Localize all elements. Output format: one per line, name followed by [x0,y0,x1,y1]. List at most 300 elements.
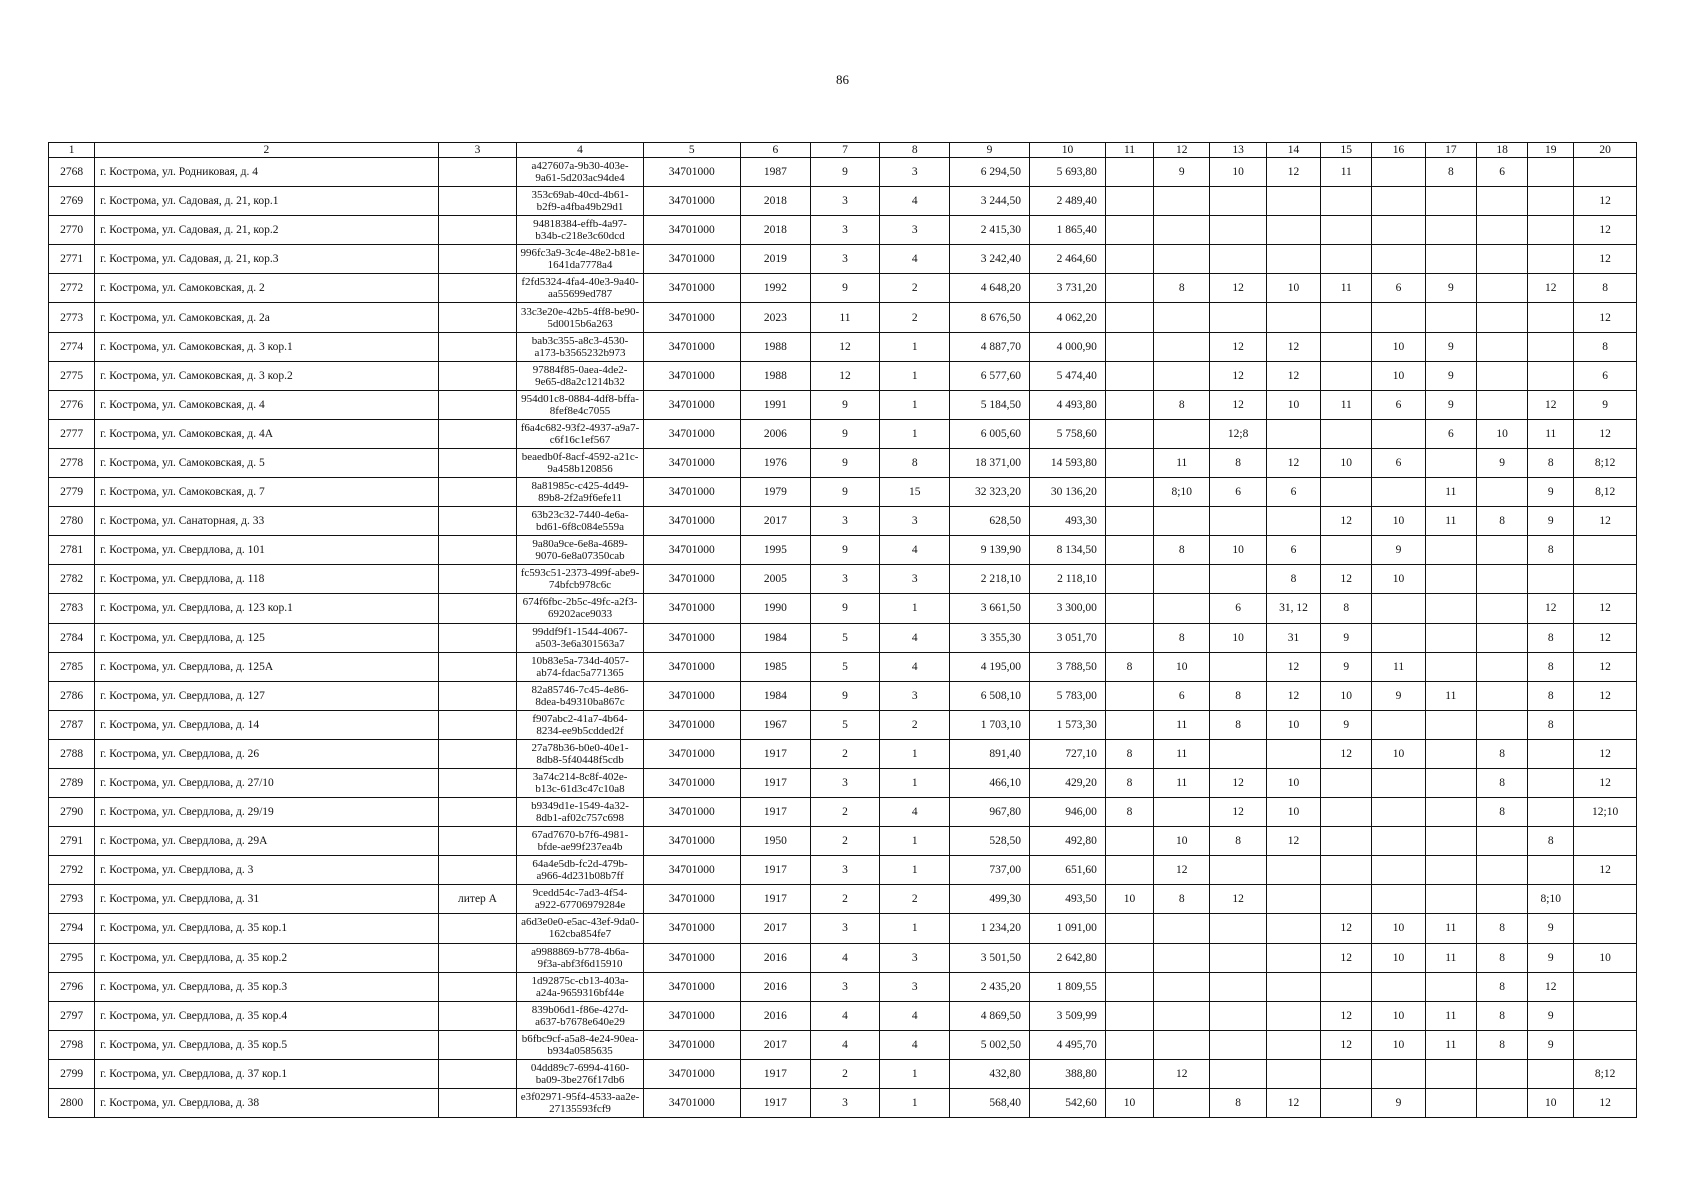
cell-col-5: 34701000 [643,565,740,594]
cell-col-3 [438,594,517,623]
cell-col-4: 10b83e5a-734d-4057-ab74-fdac5a771365 [517,652,643,681]
cell-col-6: 2016 [740,1001,810,1030]
cell-col-6: 2017 [740,1030,810,1059]
column-header-9: 9 [950,143,1030,158]
cell-col-15 [1321,187,1372,216]
cell-col-12: 11 [1154,448,1210,477]
cell-col-4: 674f6fbc-2b5c-49fc-a2f3-69202ace9033 [517,594,643,623]
cell-col-2: г. Кострома, ул. Садовая, д. 21, кор.2 [95,216,438,245]
cell-col-1: 2784 [49,623,95,652]
cell-col-14 [1266,1059,1320,1088]
cell-col-7: 2 [810,739,880,768]
cell-col-4: 1d92875c-cb13-403a-a24a-9659316bf44e [517,972,643,1001]
table-row [49,710,1637,739]
cell-col-12 [1154,594,1210,623]
cell-col-10: 2 464,60 [1030,245,1106,274]
cell-col-19: 8 [1528,827,1574,856]
table-row [49,274,1637,303]
cell-col-17: 11 [1425,681,1476,710]
cell-col-5: 34701000 [643,652,740,681]
cell-col-19: 8 [1528,681,1574,710]
cell-col-5: 34701000 [643,798,740,827]
cell-col-15: 12 [1321,914,1372,943]
cell-col-18 [1476,361,1527,390]
cell-col-6: 1992 [740,274,810,303]
cell-col-10: 3 731,20 [1030,274,1106,303]
cell-col-5: 34701000 [643,1030,740,1059]
cell-col-17: 11 [1425,478,1476,507]
cell-col-2: г. Кострома, ул. Свердлова, д. 3 [95,856,438,885]
cell-col-16: 9 [1372,681,1425,710]
cell-col-13 [1210,245,1266,274]
table-row [49,681,1637,710]
cell-col-6: 1979 [740,478,810,507]
cell-col-1: 2780 [49,507,95,536]
cell-col-13: 12 [1210,361,1266,390]
column-header-11: 11 [1105,143,1153,158]
cell-col-12: 10 [1154,652,1210,681]
cell-col-19: 12 [1528,972,1574,1001]
cell-col-3 [438,681,517,710]
cell-col-14 [1266,1030,1320,1059]
column-header-15: 15 [1321,143,1372,158]
cell-col-17 [1425,856,1476,885]
cell-col-15 [1321,1089,1372,1118]
cell-col-2: г. Кострома, ул. Садовая, д. 21, кор.3 [95,245,438,274]
cell-col-20: 12 [1574,594,1637,623]
cell-col-3 [438,1089,517,1118]
cell-col-16 [1372,972,1425,1001]
cell-col-7: 9 [810,681,880,710]
cell-col-20: 12 [1574,768,1637,797]
cell-col-18 [1476,216,1527,245]
cell-col-9: 3 244,50 [950,187,1030,216]
cell-col-15 [1321,885,1372,914]
cell-col-11: 8 [1105,768,1153,797]
column-header-13: 13 [1210,143,1266,158]
cell-col-18 [1476,885,1527,914]
column-header-3: 3 [438,143,517,158]
cell-col-11 [1105,187,1153,216]
cell-col-18 [1476,565,1527,594]
cell-col-17: 8 [1425,158,1476,187]
cell-col-3 [438,1030,517,1059]
cell-col-19 [1528,332,1574,361]
cell-col-10: 8 134,50 [1030,536,1106,565]
cell-col-12 [1154,972,1210,1001]
cell-col-15: 12 [1321,507,1372,536]
cell-col-19: 8;10 [1528,885,1574,914]
cell-col-17: 11 [1425,914,1476,943]
cell-col-8: 8 [880,448,950,477]
table-row [49,216,1637,245]
cell-col-13: 12 [1210,390,1266,419]
cell-col-16 [1372,798,1425,827]
cell-col-6: 1991 [740,390,810,419]
cell-col-16: 10 [1372,507,1425,536]
cell-col-12: 11 [1154,739,1210,768]
cell-col-1: 2777 [49,419,95,448]
table-row [49,507,1637,536]
cell-col-13 [1210,565,1266,594]
cell-col-4: 67ad7670-b7f6-4981-bfde-ae99f237ea4b [517,827,643,856]
cell-col-6: 2006 [740,419,810,448]
cell-col-1: 2781 [49,536,95,565]
cell-col-12: 12 [1154,856,1210,885]
cell-col-4: 3a74c214-8c8f-402e-b13c-61d3c47c10a8 [517,768,643,797]
cell-col-8: 4 [880,798,950,827]
cell-col-19 [1528,216,1574,245]
cell-col-2: г. Кострома, ул. Самоковская, д. 3 кор.1 [95,332,438,361]
cell-col-16 [1372,216,1425,245]
cell-col-5: 34701000 [643,710,740,739]
table-row [49,390,1637,419]
cell-col-4: 9a80a9ce-6e8a-4689-9070-6e8a07350cab [517,536,643,565]
cell-col-7: 3 [810,768,880,797]
cell-col-5: 34701000 [643,623,740,652]
cell-col-10: 2 642,80 [1030,943,1106,972]
cell-col-15: 12 [1321,943,1372,972]
cell-col-15: 10 [1321,448,1372,477]
cell-col-11 [1105,245,1153,274]
cell-col-13: 12 [1210,885,1266,914]
cell-col-4: 97884f85-0aea-4de2-9e65-d8a2c1214b32 [517,361,643,390]
cell-col-2: г. Кострома, ул. Свердлова, д. 35 кор.5 [95,1030,438,1059]
table-row [49,594,1637,623]
cell-col-1: 2770 [49,216,95,245]
cell-col-15 [1321,798,1372,827]
table-row [49,332,1637,361]
cell-col-11 [1105,594,1153,623]
cell-col-4: fc593c51-2373-499f-abe9-74bfcb978c6c [517,565,643,594]
cell-col-11 [1105,1059,1153,1088]
cell-col-16 [1372,710,1425,739]
cell-col-9: 4 887,70 [950,332,1030,361]
cell-col-17 [1425,768,1476,797]
cell-col-4: 27a78b36-b0e0-40e1-8db8-5f40448f5cdb [517,739,643,768]
cell-col-19: 8 [1528,536,1574,565]
cell-col-14 [1266,419,1320,448]
cell-col-13: 8 [1210,448,1266,477]
cell-col-11 [1105,507,1153,536]
cell-col-5: 34701000 [643,158,740,187]
cell-col-10: 727,10 [1030,739,1106,768]
cell-col-8: 2 [880,303,950,332]
cell-col-5: 34701000 [643,478,740,507]
cell-col-15 [1321,856,1372,885]
cell-col-4: 996fc3a9-3c4e-48e2-b81e-1641da7778a4 [517,245,643,274]
cell-col-16 [1372,187,1425,216]
cell-col-18 [1476,856,1527,885]
cell-col-20: 8 [1574,274,1637,303]
cell-col-7: 2 [810,1059,880,1088]
table-row [49,739,1637,768]
cell-col-6: 1917 [740,885,810,914]
cell-col-5: 34701000 [643,943,740,972]
cell-col-4: a6d3e0e0-e5ac-43ef-9da0-162cba854fe7 [517,914,643,943]
cell-col-2: г. Кострома, ул. Самоковская, д. 3 кор.2 [95,361,438,390]
cell-col-10: 5 693,80 [1030,158,1106,187]
cell-col-17 [1425,448,1476,477]
cell-col-12: 11 [1154,710,1210,739]
cell-col-10: 30 136,20 [1030,478,1106,507]
cell-col-2: г. Кострома, ул. Свердлова, д. 31 [95,885,438,914]
cell-col-8: 1 [880,827,950,856]
cell-col-2: г. Кострома, ул. Самоковская, д. 5 [95,448,438,477]
cell-col-2: г. Кострома, ул. Родниковая, д. 4 [95,158,438,187]
cell-col-13 [1210,1059,1266,1088]
cell-col-11: 8 [1105,652,1153,681]
cell-col-12 [1154,187,1210,216]
cell-col-12 [1154,943,1210,972]
cell-col-14 [1266,856,1320,885]
cell-col-8: 1 [880,739,950,768]
cell-col-8: 1 [880,914,950,943]
cell-col-16 [1372,827,1425,856]
cell-col-4: 839b06d1-f86e-427d-a637-b7678e640e29 [517,1001,643,1030]
cell-col-16: 10 [1372,565,1425,594]
cell-col-19 [1528,739,1574,768]
cell-col-12: 8 [1154,623,1210,652]
cell-col-11 [1105,856,1153,885]
cell-col-18: 8 [1476,943,1527,972]
cell-col-10: 2 118,10 [1030,565,1106,594]
cell-col-4: f907abc2-41a7-4b64-8234-ee9b5cdded2f [517,710,643,739]
cell-col-5: 34701000 [643,827,740,856]
cell-col-14 [1266,507,1320,536]
cell-col-17 [1425,187,1476,216]
cell-col-8: 15 [880,478,950,507]
table-row [49,1059,1637,1088]
cell-col-18 [1476,245,1527,274]
cell-col-15: 9 [1321,710,1372,739]
cell-col-12 [1154,216,1210,245]
cell-col-13: 8 [1210,710,1266,739]
cell-col-15 [1321,419,1372,448]
cell-col-5: 34701000 [643,274,740,303]
cell-col-8: 1 [880,768,950,797]
cell-col-13: 6 [1210,594,1266,623]
cell-col-3 [438,478,517,507]
cell-col-11 [1105,419,1153,448]
cell-col-20: 6 [1574,361,1637,390]
cell-col-3: литер А [438,885,517,914]
cell-col-7: 3 [810,914,880,943]
cell-col-5: 34701000 [643,856,740,885]
cell-col-7: 12 [810,361,880,390]
cell-col-6: 2017 [740,914,810,943]
cell-col-19: 8 [1528,623,1574,652]
cell-col-20: 12 [1574,623,1637,652]
cell-col-19 [1528,798,1574,827]
cell-col-20 [1574,565,1637,594]
table-row [49,536,1637,565]
cell-col-13 [1210,1001,1266,1030]
table-row [49,1089,1637,1118]
cell-col-17 [1425,739,1476,768]
cell-col-14: 31, 12 [1266,594,1320,623]
cell-col-10: 429,20 [1030,768,1106,797]
cell-col-15: 11 [1321,274,1372,303]
cell-col-2: г. Кострома, ул. Свердлова, д. 38 [95,1089,438,1118]
table-body [49,158,1637,1118]
cell-col-20: 8;12 [1574,448,1637,477]
cell-col-9: 4 195,00 [950,652,1030,681]
cell-col-5: 34701000 [643,361,740,390]
cell-col-12: 8 [1154,274,1210,303]
cell-col-10: 3 300,00 [1030,594,1106,623]
cell-col-2: г. Кострома, ул. Свердлова, д. 29/19 [95,798,438,827]
cell-col-11 [1105,1001,1153,1030]
column-header-4: 4 [517,143,643,158]
cell-col-17: 11 [1425,943,1476,972]
cell-col-8: 4 [880,245,950,274]
column-header-18: 18 [1476,143,1527,158]
cell-col-10: 3 788,50 [1030,652,1106,681]
cell-col-10: 4 000,90 [1030,332,1106,361]
cell-col-8: 4 [880,1001,950,1030]
cell-col-14 [1266,885,1320,914]
cell-col-8: 3 [880,507,950,536]
cell-col-16 [1372,594,1425,623]
cell-col-12: 9 [1154,158,1210,187]
column-header-17: 17 [1425,143,1476,158]
column-header-2: 2 [95,143,438,158]
cell-col-8: 1 [880,594,950,623]
cell-col-1: 2775 [49,361,95,390]
cell-col-3 [438,507,517,536]
cell-col-17 [1425,594,1476,623]
cell-col-5: 34701000 [643,448,740,477]
cell-col-9: 3 501,50 [950,943,1030,972]
cell-col-14 [1266,216,1320,245]
cell-col-7: 4 [810,1030,880,1059]
cell-col-5: 34701000 [643,885,740,914]
cell-col-7: 9 [810,594,880,623]
cell-col-2: г. Кострома, ул. Санаторная, д. 33 [95,507,438,536]
column-header-7: 7 [810,143,880,158]
cell-col-5: 34701000 [643,1059,740,1088]
cell-col-10: 651,60 [1030,856,1106,885]
cell-col-5: 34701000 [643,1001,740,1030]
cell-col-19 [1528,768,1574,797]
cell-col-8: 1 [880,390,950,419]
cell-col-1: 2776 [49,390,95,419]
cell-col-5: 34701000 [643,739,740,768]
cell-col-10: 5 758,60 [1030,419,1106,448]
cell-col-17 [1425,245,1476,274]
cell-col-7: 3 [810,187,880,216]
cell-col-6: 1917 [740,768,810,797]
column-header-19: 19 [1528,143,1574,158]
cell-col-10: 1 865,40 [1030,216,1106,245]
cell-col-6: 2005 [740,565,810,594]
cell-col-2: г. Кострома, ул. Свердлова, д. 125 [95,623,438,652]
cell-col-13: 10 [1210,623,1266,652]
cell-col-3 [438,448,517,477]
cell-col-9: 891,40 [950,739,1030,768]
cell-col-16: 11 [1372,652,1425,681]
cell-col-15: 10 [1321,681,1372,710]
cell-col-4: 94818384-effb-4a97-b34b-c218e3c60dcd [517,216,643,245]
cell-col-6: 1987 [740,158,810,187]
cell-col-9: 6 508,10 [950,681,1030,710]
cell-col-18: 8 [1476,914,1527,943]
cell-col-20: 12 [1574,739,1637,768]
cell-col-20: 8;12 [1574,1059,1637,1088]
cell-col-11 [1105,1030,1153,1059]
cell-col-9: 6 294,50 [950,158,1030,187]
cell-col-14 [1266,303,1320,332]
cell-col-12 [1154,419,1210,448]
cell-col-6: 2019 [740,245,810,274]
cell-col-16 [1372,245,1425,274]
cell-col-5: 34701000 [643,536,740,565]
cell-col-1: 2791 [49,827,95,856]
cell-col-1: 2799 [49,1059,95,1088]
cell-col-2: г. Кострома, ул. Садовая, д. 21, кор.1 [95,187,438,216]
cell-col-11 [1105,943,1153,972]
cell-col-11 [1105,216,1153,245]
cell-col-7: 9 [810,158,880,187]
cell-col-8: 1 [880,361,950,390]
cell-col-8: 3 [880,943,950,972]
cell-col-10: 3 509,99 [1030,1001,1106,1030]
cell-col-5: 34701000 [643,187,740,216]
cell-col-7: 3 [810,856,880,885]
cell-col-18 [1476,536,1527,565]
cell-col-14 [1266,972,1320,1001]
cell-col-3 [438,623,517,652]
cell-col-3 [438,565,517,594]
cell-col-2: г. Кострома, ул. Свердлова, д. 127 [95,681,438,710]
cell-col-16: 10 [1372,361,1425,390]
cell-col-11: 10 [1105,885,1153,914]
cell-col-14 [1266,245,1320,274]
cell-col-2: г. Кострома, ул. Свердлова, д. 118 [95,565,438,594]
cell-col-7: 12 [810,332,880,361]
cell-col-20 [1574,1001,1637,1030]
cell-col-6: 1985 [740,652,810,681]
cell-col-10: 388,80 [1030,1059,1106,1088]
cell-col-1: 2785 [49,652,95,681]
cell-col-16 [1372,856,1425,885]
cell-col-15 [1321,332,1372,361]
cell-col-16 [1372,303,1425,332]
cell-col-1: 2797 [49,1001,95,1030]
cell-col-18 [1476,274,1527,303]
cell-col-13 [1210,216,1266,245]
cell-col-13 [1210,739,1266,768]
cell-col-12: 8 [1154,390,1210,419]
cell-col-14: 10 [1266,798,1320,827]
cell-col-7: 9 [810,448,880,477]
cell-col-4: 04dd89c7-6994-4160-ba09-3be276f17db6 [517,1059,643,1088]
cell-col-17: 9 [1425,332,1476,361]
cell-col-10: 2 489,40 [1030,187,1106,216]
cell-col-11 [1105,681,1153,710]
cell-col-10: 4 495,70 [1030,1030,1106,1059]
cell-col-4: 63b23c32-7440-4e6a-bd61-6f8c084e559a [517,507,643,536]
cell-col-4: b9349d1e-1549-4a32-8db1-af02c757c698 [517,798,643,827]
cell-col-4: a9988869-b778-4b6a-9f3a-abf3f6d15910 [517,943,643,972]
cell-col-11 [1105,914,1153,943]
cell-col-5: 34701000 [643,681,740,710]
cell-col-8: 4 [880,536,950,565]
cell-col-12 [1154,914,1210,943]
cell-col-11 [1105,158,1153,187]
cell-col-7: 11 [810,303,880,332]
